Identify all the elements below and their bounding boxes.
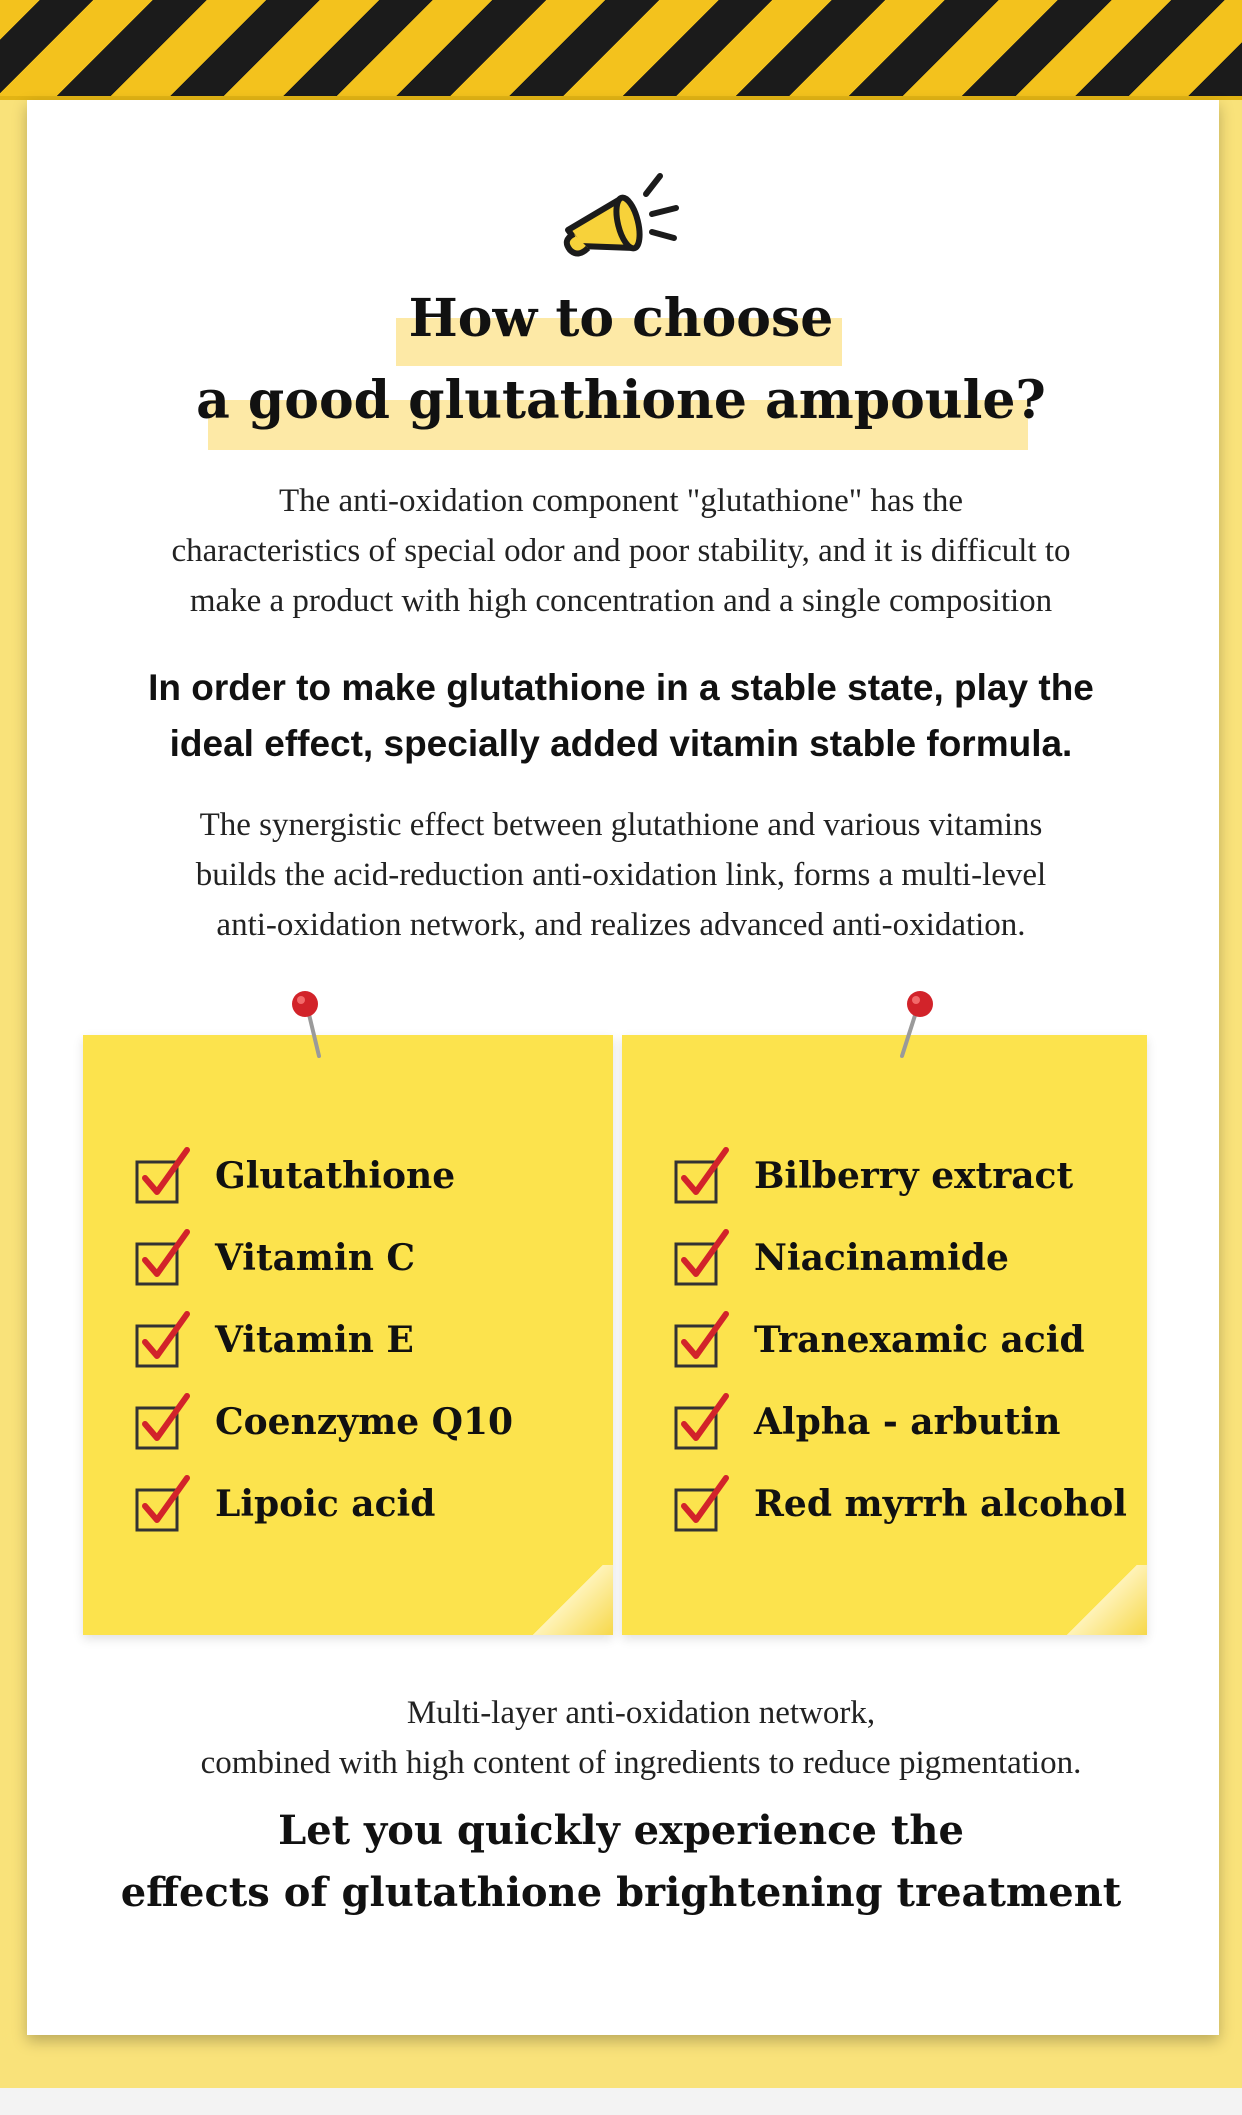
highlight-line: ideal effect, specially added vitamin stable formula.	[169, 723, 1073, 764]
network-line: combined with high content of ingredients to reduce pigmentation.	[200, 1745, 1082, 1781]
hazard-stripe-banner	[0, 0, 1242, 100]
list-item	[133, 1381, 513, 1463]
ingredient-list-right	[672, 1135, 1127, 1545]
checkbox-checked-icon	[672, 1474, 732, 1534]
synergy-line: builds the acid-reduction anti-oxidation link, forms a multi-level	[195, 857, 1047, 893]
checkbox-checked-icon	[672, 1392, 732, 1452]
list-item	[133, 1299, 513, 1381]
page-curl	[523, 1565, 613, 1635]
checkbox-checked-icon	[133, 1310, 193, 1370]
pushpin-icon	[890, 990, 950, 1060]
checkbox-checked-icon	[133, 1228, 193, 1288]
ingredient-label: Bilberry extract	[754, 1155, 1074, 1197]
list-item	[133, 1463, 513, 1545]
checkbox-checked-icon	[133, 1146, 193, 1206]
ingredient-label: Coenzyme Q10	[215, 1401, 514, 1443]
closing-statement	[60, 1800, 1182, 1924]
megaphone-icon	[560, 168, 690, 268]
network-paragraph	[60, 1688, 1222, 1788]
list-item	[672, 1463, 1127, 1545]
checkbox-checked-icon	[672, 1146, 732, 1206]
bottom-strip	[0, 2088, 1242, 2115]
sticky-note-left	[83, 1035, 613, 1635]
ingredient-label: Red myrrh alcohol	[754, 1483, 1127, 1525]
intro-line: characteristics of special odor and poor stability, and it is difficult to	[171, 533, 1071, 569]
formula-highlight	[60, 660, 1182, 772]
synergy-line: The synergistic effect between glutathione and various vitamins	[199, 807, 1043, 843]
list-item	[672, 1135, 1127, 1217]
ingredient-label: Tranexamic acid	[754, 1319, 1085, 1361]
network-line: Multi-layer anti-oxidation network,	[406, 1695, 876, 1731]
ingredient-label: Vitamin E	[215, 1319, 414, 1361]
intro-line: The anti-oxidation component "glutathione" has the	[278, 483, 964, 519]
list-item	[672, 1299, 1127, 1381]
checkbox-checked-icon	[133, 1392, 193, 1452]
checkbox-checked-icon	[672, 1228, 732, 1288]
ingredient-label: Niacinamide	[754, 1237, 1009, 1279]
closing-line: effects of glutathione brightening treatment	[120, 1869, 1122, 1916]
highlight-line: In order to make glutathione in a stable state, play the	[148, 667, 1094, 708]
synergy-paragraph	[60, 800, 1182, 950]
closing-line: Let you quickly experience the	[278, 1807, 964, 1854]
ingredient-label: Lipoic acid	[215, 1483, 436, 1525]
intro-line: make a product with high concentration and a single composition	[189, 583, 1053, 619]
ingredient-label: Alpha - arbutin	[754, 1401, 1061, 1443]
page-title	[0, 278, 1242, 442]
ingredient-list-left	[133, 1135, 513, 1545]
checkbox-checked-icon	[672, 1310, 732, 1370]
page-curl	[1057, 1565, 1147, 1635]
checkbox-checked-icon	[133, 1474, 193, 1534]
ingredient-label: Glutathione	[215, 1155, 456, 1197]
title-line-1: How to choose	[408, 288, 834, 349]
sticky-note-right	[622, 1035, 1147, 1635]
list-item	[133, 1135, 513, 1217]
list-item	[672, 1381, 1127, 1463]
synergy-line: anti-oxidation network, and realizes advanced anti-oxidation.	[216, 907, 1026, 943]
list-item	[133, 1217, 513, 1299]
ingredient-label: Vitamin C	[215, 1237, 416, 1279]
intro-paragraph	[60, 476, 1182, 626]
list-item	[672, 1217, 1127, 1299]
pushpin-icon	[285, 990, 345, 1060]
title-line-2: a good glutathione ampoule?	[196, 370, 1046, 431]
